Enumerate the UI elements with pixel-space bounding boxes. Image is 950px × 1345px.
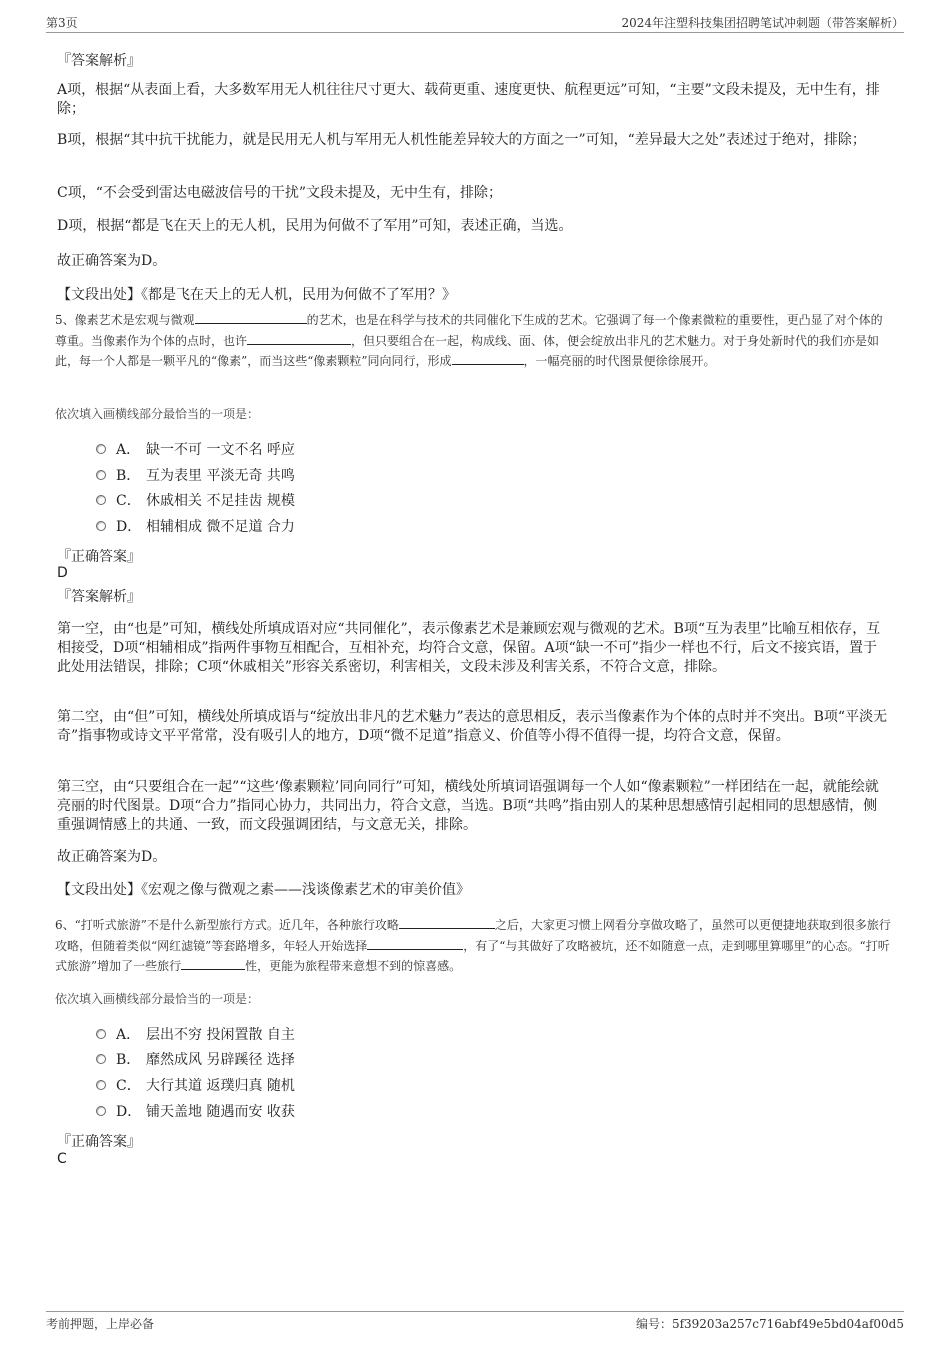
q6-stem: 6、“打听式旅游”不是什么新型旅行方式。近几年，各种旅行攻略 之后，大家更习惯上网看分享做攻略了，虽然可以更便捷地获取到很多旅行攻略，但随着类似“网红滤镜”等套路增多，年轻人开始选择 ，有了“与其做好了攻略被坑，还不如随意一点，走到哪里算哪里”的心态。“打听式旅游”增加了一些旅行 性，更能为旅程带来意想不到的惊喜感。 (55, 915, 892, 977)
q6-option-a[interactable]: A． 层出不穷 投闲置散 自主 (96, 1025, 295, 1045)
q5-option-c[interactable]: C． 休戚相关 不足挂齿 规模 (96, 491, 295, 511)
q6-blank-2 (367, 936, 463, 950)
radio-icon[interactable] (96, 1029, 106, 1039)
radio-icon[interactable] (96, 1054, 106, 1064)
q4-analysis-c: C项，“不会受到雷达电磁波信号的干扰”文段未提及，无中生有，排除； (57, 185, 503, 201)
q6-instruction: 依次填入画横线部分最恰当的一项是： (55, 992, 260, 1006)
q5-source: 【文段出处】《宏观之像与微观之素——浅谈像素艺术的审美价值》 (57, 882, 470, 898)
radio-icon[interactable] (96, 495, 106, 505)
q5-blank-2 (247, 331, 351, 345)
q5-stem: 5、像素艺术是宏观与微观 的艺术，也是在科学与技术的共同催化下生成的艺术。它强调了每一个像素微粒的重要性，更凸显了对个体的尊重。当像素作为个体的点时，也许 ，但只要组合在一起，构成线、面、体，便会绽放出非凡的艺术魅力。对于身处新时代的我们亦是如此，每一个人都是一颗平凡的“像素”，而当这些“像素颗粒”同向同行，形成 ，一幅亮丽的时代图景便徐徐展开。 (55, 310, 892, 372)
q5-analysis-title: 『答案解析』 (57, 589, 141, 605)
q5-option-b[interactable]: B． 互为表里 平淡无奇 共鸣 (96, 466, 295, 486)
page-footer (46, 1311, 904, 1334)
q6-blank-1 (399, 915, 495, 929)
q5-analysis-1: 第一空，由“也是”可知，横线处所填成语对应“共同催化”，表示像素艺术是兼顾宏观与微观的艺术。B项“互为表里”比喻互相依存，互相接受，D项“相辅相成”指两件事物互相配合，互相补充，均符合文意，保留。A项“缺一不可”指少一样也不行，后文不接宾语，置于此处用法错误，排除；C项“休戚相关”形容关系密切，利害相关，文段未涉及利害关系，不符合文意，排除。 (57, 621, 881, 675)
q5-analysis-3: 第三空，由“只要组合在一起”“这些‘像素颗粒’同向同行”可知，横线处所填词语强调每一个人如“像素颗粒”一样团结在一起，就能绘就亮丽的时代图景。D项“合力”指同心协力，共同出力，符合文意，当选。B项“共鸣”指由别人的某种思想感情引起相同的思想感情，侧重强调情感上的共通、一致，而文段强调团结，与文意无关，排除。 (57, 779, 879, 833)
q5-conclusion: 故正确答案为D。 (57, 849, 167, 865)
radio-icon[interactable] (96, 521, 106, 531)
q5-blank-1 (195, 310, 307, 324)
document-title: 2024年注塑科技集团招聘笔试冲刺题（带答案解析） (621, 16, 904, 30)
q6-answer: C (57, 1151, 67, 1167)
radio-icon[interactable] (96, 444, 106, 454)
q6-option-d[interactable]: D． 铺天盖地 随遇而安 收获 (96, 1102, 295, 1122)
q6-option-b[interactable]: B． 靡然成风 另辟蹊径 选择 (96, 1050, 295, 1070)
q4-conclusion: 故正确答案为D。 (57, 253, 167, 269)
q6-blank-3 (181, 956, 245, 970)
q4-source: 【文段出处】《都是飞在天上的无人机，民用为何做不了军用？》 (57, 287, 456, 303)
q4-analysis-b: B项，根据“其中抗干扰能力，就是民用无人机与军用无人机性能差异较大的方面之一”可知，“差异最大之处”表述过于绝对，排除； (57, 132, 866, 148)
q5-option-a[interactable]: A． 缺一不可 一文不名 呼应 (96, 440, 295, 460)
q5-instruction: 依次填入画横线部分最恰当的一项是： (55, 407, 260, 421)
q6-answer-title: 『正确答案』 (57, 1134, 141, 1150)
q5-option-d[interactable]: D． 相辅相成 微不足道 合力 (96, 517, 295, 537)
radio-icon[interactable] (96, 470, 106, 480)
page-header (46, 12, 904, 33)
q4-analysis-a: A项，根据“从表面上看，大多数军用无人机往往尺寸更大、载荷更重、速度更快、航程更远”可知，“主要”文段未提及，无中生有，排除； (57, 82, 880, 117)
document-id: 编号：5f39203a257c716abf49e5bd04af00d5 (635, 1317, 904, 1331)
q5-answer-title: 『正确答案』 (57, 549, 141, 565)
radio-icon[interactable] (96, 1080, 106, 1090)
q4-analysis-title: 『答案解析』 (57, 53, 141, 69)
q5-analysis-2: 第二空，由“但”可知，横线处所填成语与“绽放出非凡的艺术魅力”表达的意思相反，表示当像素作为个体的点时并不突出。B项“平淡无奇”指事物或诗文平平常常，没有吸引人的地方，D项“微不足道”指意义、价值等小得不值得一提，均符合文意，保留。 (57, 709, 888, 744)
radio-icon[interactable] (96, 1106, 106, 1116)
footer-slogan: 考前押题，上岸必备 (46, 1317, 155, 1331)
q6-option-c[interactable]: C． 大行其道 返璞归真 随机 (96, 1076, 295, 1096)
q4-analysis-d: D项，根据“都是飞在天上的无人机，民用为何做不了军用”可知，表述正确，当选。 (57, 218, 573, 234)
q5-blank-3 (452, 351, 524, 365)
q5-answer: D (57, 565, 68, 581)
page-number: 第3页 (46, 16, 78, 30)
